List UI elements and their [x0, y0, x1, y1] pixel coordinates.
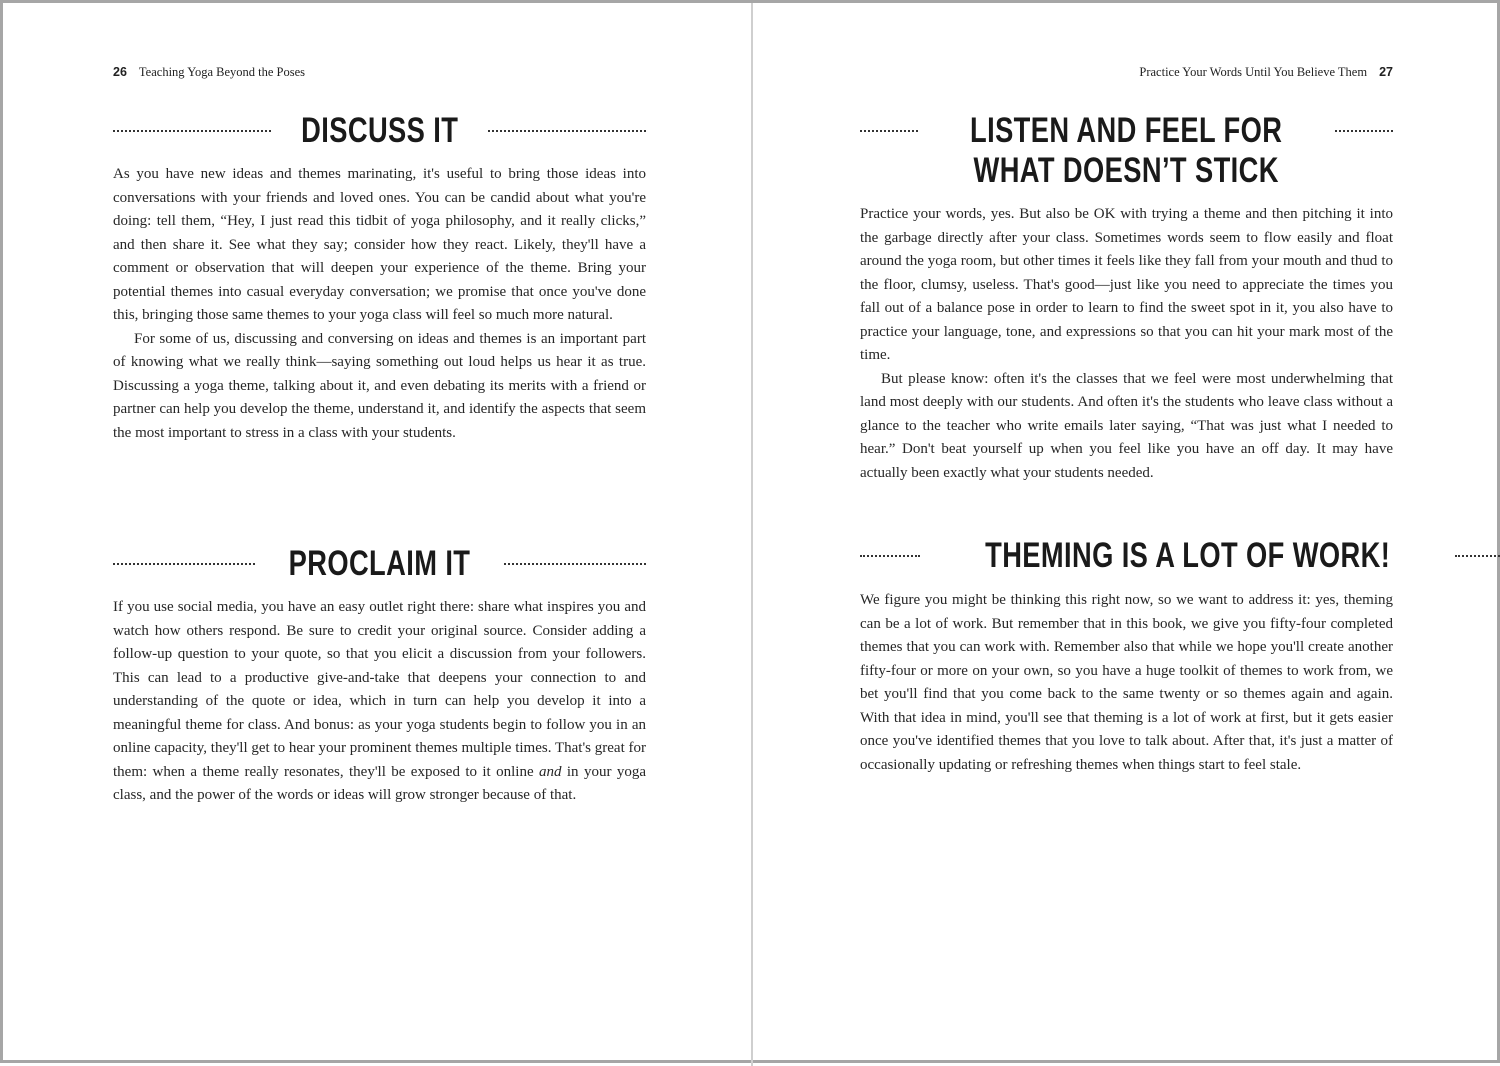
- section-heading-theming: [860, 536, 1393, 576]
- paragraph: We figure you might be thinking this right now, so we want to address it: yes, theming can be a lot of work. But remember that in this book, we give you fifty-four completed themes that you can work with. Remember also that while we hope you'll create another fifty-four or more on your own, so you have a huge toolkit of themes to work from, we bet you'll find that you come back to the same twenty or so themes again and again. With that idea in mind, you'll see that theming is a lot of work at first, but it gets easier once you've identified themes that you love to talk about. After that, it's just a matter of occasionally updating or refreshing themes when things start to feel stale.: [860, 592, 1393, 773]
- page-gutter: [751, 3, 753, 1066]
- heading-line-2: WHAT DOESN’T STICK: [973, 151, 1280, 190]
- paragraph: But please know: often it's the classes that we feel were most underwhelming that land most deeply with our students. And often it's the students who leave class without a glance to the teacher who write emails later saying, “That was just what I needed to hear.” Don't beat yourself up when you feel like you have an off day. It may have actually been exactly what your students needed.: [860, 370, 1393, 481]
- heading-dotted-rule: [860, 130, 918, 132]
- heading-line-1: LISTEN AND FEEL FOR: [970, 111, 1283, 150]
- paragraph: For some of us, discussing and conversing on ideas and themes is an important part of knowing what we really think—saying something out loud helps us hear it as true. Discussing a yoga theme, talking about it, and even debating its merits with a friend or partner can help you develop the theme, understand it, and identify the aspects that seem the most important to stress in a class with your students.: [113, 330, 646, 441]
- listen-and-feel-body: [860, 203, 1393, 485]
- left-running-head: [113, 64, 646, 80]
- left-page-number: 26: [113, 65, 127, 79]
- right-running-head: [860, 64, 1393, 80]
- paragraph-text: If you use social media, you have an easy outlet right there: share what inspires you and watch how others respond. Be sure to credit your original source. Consider adding a follow-up question to your quote, so that you elicit a discussion from your followers. This can lead to a productive give-and-take that deepens your connection to and understanding of the quote or idea, which in turn can help you develop it into a meaningful theme for class. And bonus: as your yoga students begin to follow you in an online capacity, they'll get to hear your prominent themes multiple times. That's great for them: when a theme really resonates, they'll be exposed to it online: [113, 599, 646, 780]
- paragraph: [113, 596, 646, 808]
- heading-text: PROCLAIM IT: [288, 544, 471, 583]
- heading-dotted-rule: [1335, 130, 1393, 132]
- section-heading-listen-and-feel: [860, 111, 1393, 191]
- paragraph: Practice your words, yes. But also be OK with trying a theme and then pitching it into the garbage directly after your class. Sometimes words seem to flow easily and float around the yoga room, but other times it feels like they fall from your mouth and thud to the floor, clumsy, useless. That's good—just like you need to appreciate the times you fall out of a balance pose in order to learn to find the sweet spot in it, you also have to practice your language, tone, and expressions so that you can hit your mark most of the time.: [860, 206, 1393, 363]
- right-page-number: 27: [1379, 65, 1393, 79]
- right-running-title: Practice Your Words Until You Believe Them: [1139, 65, 1368, 79]
- paragraph: As you have new ideas and themes marinating, it's useful to bring those ideas into conversations with your friends and loved ones. You can be candid about what you're doing: tell them, “Hey, I just read this tidbit of yoga philosophy, and it really clicks,” and then share it. See what they say; consider how they react. Likely, they'll have a comment or observation that will deepen your experience of the theme. Bring your potential themes into casual everyday conversation; we promise that once you've done this, bringing those same themes to your yoga class will feel so much more natural.: [113, 166, 646, 323]
- heading-dotted-rule: [504, 563, 646, 565]
- heading-dotted-rule: [113, 563, 255, 565]
- section-heading-discuss-it: [113, 111, 646, 151]
- heading-text: [964, 111, 1289, 191]
- heading-text: DISCUSS IT: [300, 111, 459, 150]
- section-heading-proclaim-it: [113, 544, 646, 584]
- left-running-title: Teaching Yoga Beyond the Poses: [138, 65, 306, 79]
- paragraph-text: in your yoga class, and the power of the words or ideas will grow stronger because of that.: [113, 763, 646, 803]
- heading-dotted-rule: [488, 130, 646, 132]
- proclaim-it-body: [113, 596, 646, 808]
- heading-dotted-rule: [113, 130, 271, 132]
- heading-dotted-rule: [1455, 555, 1500, 557]
- heading-text: THEMING IS A LOT OF WORK!: [985, 536, 1391, 575]
- discuss-it-body: [113, 163, 646, 445]
- emphasis-text: and: [539, 763, 562, 780]
- theming-body: [860, 589, 1393, 777]
- heading-dotted-rule: [860, 555, 920, 557]
